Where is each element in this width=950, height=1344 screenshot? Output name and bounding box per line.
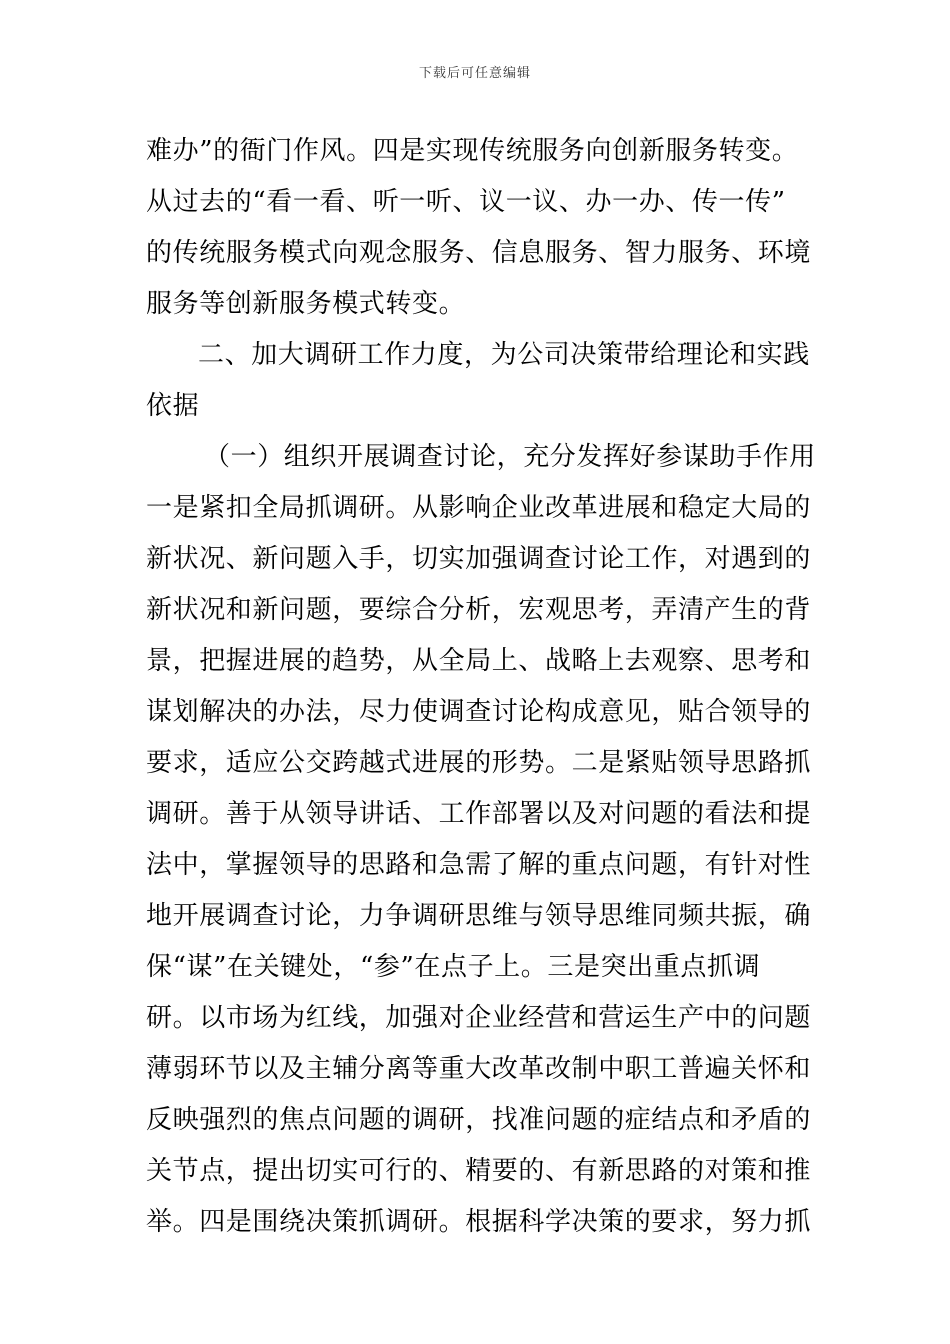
subsection-heading: （一）组织开展调查讨论，充分发挥好参谋助手作用 bbox=[204, 442, 816, 472]
body-line: 新状况、新问题入手，切实加强调查讨论工作，对遇到的 bbox=[146, 544, 812, 574]
body-line: 新状况和新问题，要综合分析，宏观思考，弄清产生的背 bbox=[146, 595, 812, 625]
document-body bbox=[146, 126, 816, 1248]
body-line: 关节点，提出切实可行的、精要的、有新思路的对策和推 bbox=[146, 1156, 812, 1186]
body-line: 反映强烈的焦点问题的调研，找准问题的症结点和矛盾的 bbox=[146, 1105, 812, 1135]
body-line: 的传统服务模式向观念服务、信息服务、智力服务、环境 bbox=[146, 238, 812, 268]
body-line: 从过去的“看一看、听一听、议一议、办一办、传一传” bbox=[146, 187, 786, 217]
body-line: 调研。善于从领导讲话、工作部署以及对问题的看法和提 bbox=[146, 799, 812, 829]
body-line: 研。以市场为红线，加强对企业经营和营运生产中的问题 bbox=[146, 1003, 812, 1033]
body-line: 一是紧扣全局抓调研。从影响企业改革进展和稳定大局的 bbox=[146, 493, 812, 523]
section-heading-continued: 依据 bbox=[146, 391, 200, 421]
body-line: 要求，适应公交跨越式进展的形势。二是紧贴领导思路抓 bbox=[146, 748, 812, 778]
section-heading: 二、加大调研工作力度，为公司决策带给理论和实践 bbox=[198, 340, 810, 370]
page-header: 下载后可任意编辑 bbox=[418, 66, 531, 81]
body-line: 谋划解决的办法，尽力使调查讨论构成意见，贴合领导的 bbox=[146, 697, 812, 727]
body-line: 法中，掌握领导的思路和急需了解的重点问题，有针对性 bbox=[146, 850, 812, 880]
body-line: 保“谋”在关键处，“参”在点子上。三是突出重点抓调 bbox=[146, 952, 761, 982]
body-line: 景，把握进展的趋势，从全局上、战略上去观察、思考和 bbox=[146, 646, 812, 676]
body-line: 服务等创新服务模式转变。 bbox=[146, 289, 466, 319]
body-line: 举。四是围绕决策抓调研。根据科学决策的要求，努力抓 bbox=[146, 1207, 812, 1237]
body-line: 难办”的衙门作风。四是实现传统服务向创新服务转变。 bbox=[146, 136, 799, 166]
body-line: 地开展调查讨论，力争调研思维与领导思维同频共振，确 bbox=[146, 901, 812, 931]
body-line: 薄弱环节以及主辅分离等重大改革改制中职工普遍关怀和 bbox=[146, 1054, 812, 1084]
